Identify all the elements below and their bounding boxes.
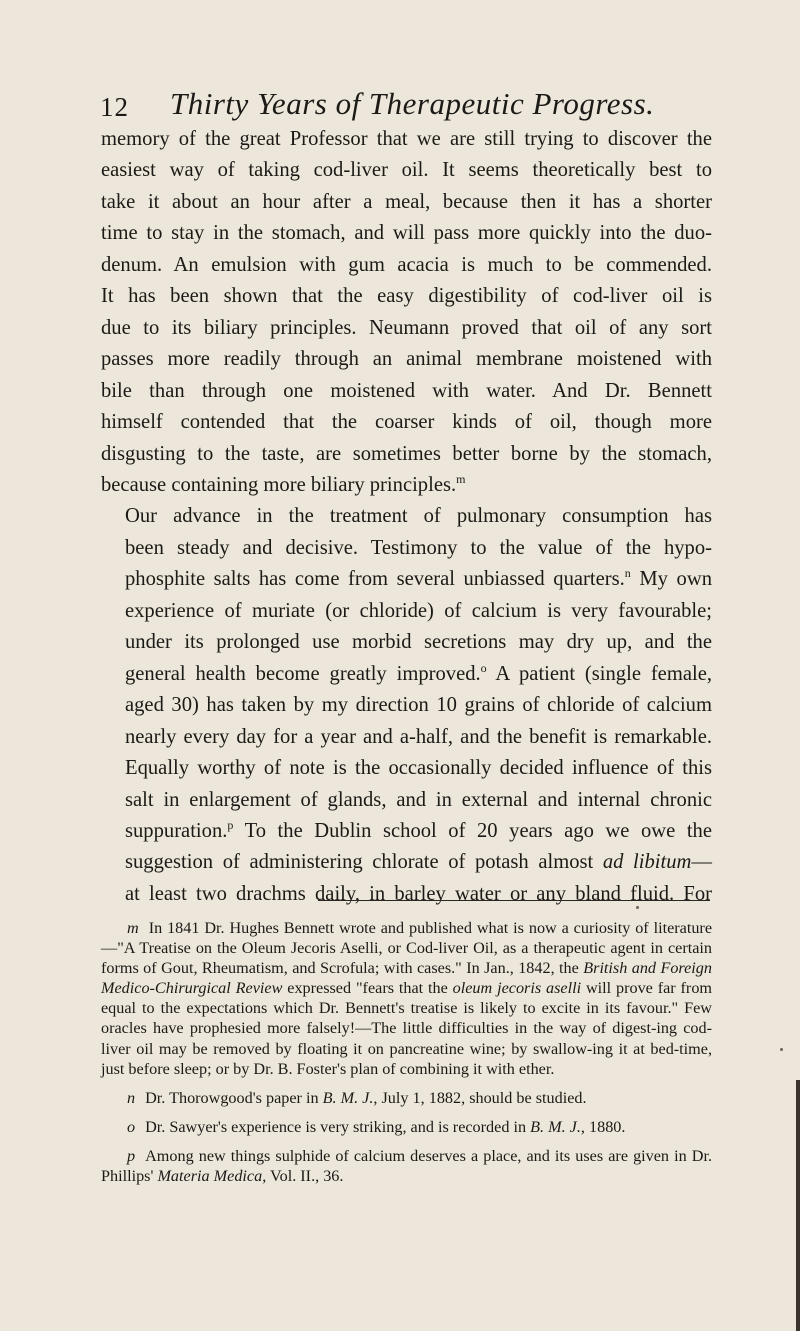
paper-speck	[780, 1048, 783, 1051]
footnote-text: In 1841 Dr. Hughes Bennett wrote and published what is now a curiosity of literature—"A Treatise on the Oleum Jecoris Aselli, or Cod-liver Oil, as a therapeutic agent in certain forms of Gout, Rheumatism, and Scrofula; with cases." In Jan., 1842, the	[101, 919, 712, 978]
text-line	[101, 816, 712, 847]
text-run: My own	[630, 568, 712, 591]
text-line: Our advance in the treatment of pulmonary consumption has	[125, 505, 712, 528]
text-run: general health become greatly improved.	[125, 662, 481, 685]
text-line: passes more readily through an animal membrane moistened with	[101, 348, 712, 371]
footnote-mark: n	[127, 1088, 136, 1107]
text-run: suggestion of administering chlorate of potash almost	[125, 851, 603, 874]
footnote-o	[101, 1117, 712, 1137]
paper-speck	[636, 906, 639, 909]
text-line: take it about an hour after a meal, because then it has a shorter	[101, 190, 712, 213]
text-line: denum. An emulsion with gum acacia is much to be commended.	[101, 253, 712, 276]
latin-phrase: ad libitum	[602, 851, 692, 874]
footnote-ref-n[interactable]: n	[624, 566, 631, 581]
text-line: Equally worthy of note is the occasionally decided influence of this	[125, 757, 712, 780]
footnote-text: , 1880.	[580, 1117, 626, 1136]
journal-title: B. M. J.	[322, 1088, 374, 1107]
footnote-ref-o[interactable]: o	[480, 660, 487, 675]
text-run: To the Dublin school of 20 years ago we owe the	[233, 819, 712, 842]
paragraph-2	[101, 501, 712, 910]
latin-phrase: oleum jecoris aselli	[452, 979, 582, 998]
text-line	[101, 847, 712, 878]
text-line: at least two drachms daily, in barley water or any bland fluid. For	[125, 882, 712, 905]
text-run: phosphite salts has come from several unbiassed quarters.	[125, 568, 625, 591]
text-line: disgusting to the taste, are sometimes better borne by the stomach,	[101, 442, 712, 465]
footnote-mark: m	[127, 919, 139, 937]
page-number: 12	[100, 92, 129, 122]
text-line: salt in enlargement of glands, and in external and internal chronic	[125, 788, 712, 811]
text-run: suppuration.	[125, 819, 228, 842]
footnotes	[101, 918, 712, 1195]
footnote-divider	[318, 900, 710, 901]
footnote-ref-m[interactable]: m	[456, 471, 466, 486]
body-text	[101, 124, 712, 910]
footnote-mark: p	[127, 1146, 136, 1165]
text-line: aged 30) has taken by my direction 10 grains of chloride of calcium	[125, 694, 712, 717]
text-line	[101, 659, 712, 690]
text-line: time to stay in the stomach, and will pass more quickly into the duo-	[101, 222, 712, 245]
text-run: —	[691, 851, 712, 874]
footnote-mark: o	[127, 1117, 136, 1136]
text-line: bile than through one moistened with water. And Dr. Bennett	[101, 379, 712, 402]
footnote-text: Dr. Thorowgood's paper in	[145, 1088, 323, 1107]
footnote-text: will prove far from equal to the expectations which Dr. Bennett's treatise is likely to excite in its favour." Few oracles have prophesied more falsely!—The little difficulties in the way of digest-ing cod-liver oil may be removed by floating it on pancreatine wine; by swallow-ing it at bed-time, just before sleep; or by Dr. B. Foster's plan of combining it with ether.	[101, 979, 713, 1078]
text-line: nearly every day for a year and a-half, and the benefit is remarkable.	[125, 725, 712, 748]
text-line: due to its biliary principles. Neumann proved that oil of any sort	[101, 316, 712, 339]
text-line: been steady and decisive. Testimony to the value of the hypo-	[125, 536, 712, 559]
footnote-n	[101, 1088, 712, 1108]
text-line: It has been shown that the easy digestibility of cod-liver oil is	[101, 285, 712, 308]
running-title: Thirty Years of Therapeutic Progress.	[170, 86, 655, 121]
footnote-text: Among new things sulphide of calcium deserves a place, and its uses are given in Dr. Phillips'	[101, 1146, 712, 1186]
footnote-text: , Vol. II., 36.	[262, 1167, 344, 1186]
text-line	[101, 564, 712, 595]
text-line: memory of the great Professor that we are still trying to discover the	[101, 128, 712, 150]
footnote-m	[101, 918, 712, 1079]
text-line: experience of muriate (or chloride) of calcium is very favourable;	[125, 599, 712, 622]
footnote-text: , July 1, 1882, should be studied.	[373, 1088, 587, 1107]
footnote-text: expressed "fears that the	[282, 979, 453, 998]
page-edge-shadow	[796, 1080, 800, 1331]
text-run: A patient (single female,	[486, 662, 712, 685]
footnote-p	[101, 1146, 712, 1186]
text-run: because containing more biliary principles.	[101, 473, 457, 496]
paragraph-1	[101, 124, 712, 501]
text-line: easiest way of taking cod-liver oil. It seems theoretically best to	[101, 159, 712, 182]
book-title: Materia Medica	[157, 1167, 263, 1186]
footnote-ref-p[interactable]: p	[227, 817, 234, 832]
footnote-text: Dr. Sawyer's experience is very striking, and is recorded in	[145, 1117, 531, 1136]
text-line	[101, 470, 712, 501]
text-line: himself contended that the coarser kinds of oil, though more	[101, 411, 712, 434]
journal-title: British and Foreign Medico-Chirurgical Review	[101, 959, 712, 998]
text-line: under its prolonged use morbid secretions may dry up, and the	[125, 631, 712, 654]
journal-title: B. M. J.	[530, 1117, 581, 1136]
